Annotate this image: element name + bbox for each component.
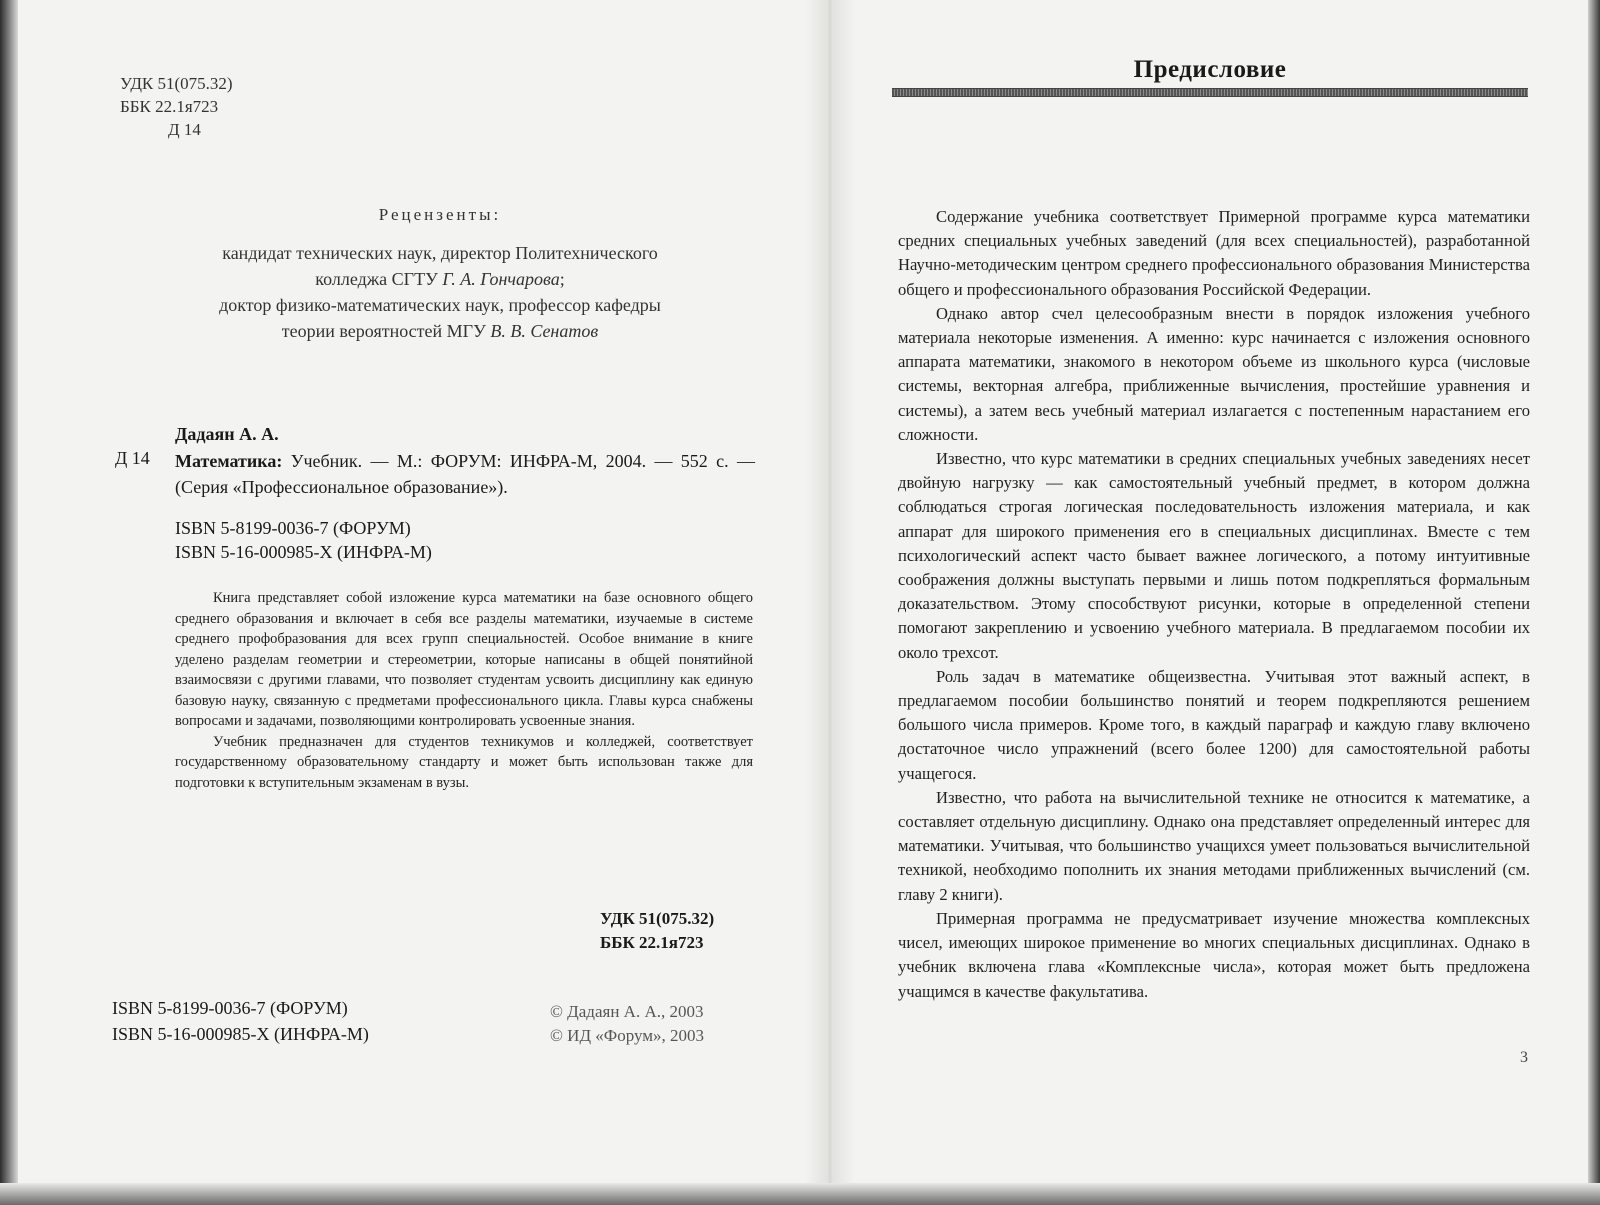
preface-paragraph: Известно, что работа на вычислительной технике не относится к математике, а составляет отдельную дисциплину. Однако она представляет определенный интерес для математики. Учитывая, что большинство учащихся умеет пользоваться вычислительной техникой, необходимо пополнить их знания методами приближенных вычислений (см. главу 2 книги). <box>898 787 1530 904</box>
isbn-infra-bottom: ISBN 5-16-000985-X (ИНФРА-М) <box>112 1024 369 1044</box>
reviewer-2-position: доктор физико-математических наук, профессор кафедры <box>219 295 661 315</box>
copyright-author: © Дадаян А. А., 2003 <box>550 1002 704 1021</box>
udk-bbk-bottom <box>600 907 714 955</box>
reviewer-1-org: колледжа СГТУ <box>315 269 443 289</box>
book-title: Математика: <box>175 451 283 471</box>
reviewer-2-line <box>180 318 700 344</box>
bbk-code: ББК 22.1я723 <box>120 97 219 116</box>
reviewers-list <box>180 240 700 344</box>
reviewer-1-name: Г. А. Гончарова <box>442 269 560 289</box>
annotation-paragraph: Учебник предназначен для студентов техникумов и колледжей, соответствует государственному образовательному стандарту и может быть использован также для подготовки к вступительным экзаменам в вузы. <box>175 733 753 791</box>
reviewer-1-sep: ; <box>559 269 565 289</box>
author-index: Д 14 <box>168 120 201 139</box>
isbn-forum: ISBN 5-8199-0036-7 (ФОРУМ) <box>175 518 411 538</box>
preface-paragraph: Известно, что курс математики в средних специальных учебных заведениях несет двойную нагрузку — как самостоятельный учебный предмет, в котором должна соблюдаться строгая логическая последовательность изложения материала, и как аппарат для широкого применения его в специальных дисциплинах. Вместе с тем психологический аспект часто бывает важнее логического, а потому интуитивные соображения должны выступать первыми и лишь потом подкрепляться формальным доказательством. Этому способствуют рисунки, которые в определенной степени помогают закреплению и усвоению учебного материала. В предлагаемом пособии их около трехсот. <box>898 449 1530 662</box>
annotation <box>175 588 753 793</box>
copyright-block <box>550 1000 704 1048</box>
udk-bbk-top <box>120 72 233 141</box>
isbn-list <box>175 516 432 564</box>
bibliographic-record <box>175 448 755 500</box>
isbn-forum-bottom: ISBN 5-8199-0036-7 (ФОРУМ) <box>112 998 348 1018</box>
preface-paragraph: Однако автор счел целесообразным внести в порядок изложения учебного материала некоторые изменения. А именно: курс начинается с изложения основного аппарата математики, знакомого в некотором объеме из школьного курса (числовые системы, векторная алгебра, приближенные вычисления, простейшие уравнения и системы), а затем весь учебный материал излагается с постепенным нарастанием его сложности. <box>898 303 1530 444</box>
preface-paragraph: Роль задач в математике общеизвестна. Учитывая этот важный аспект, в предлагаемом пособии большинство понятий и теорем подкрепляются решением большого числа примеров. Кроме того, в каждый параграф и каждую главу включено достаточное число упражнений (всего более 1200) для самостоятельной работы учащегося. <box>898 666 1530 783</box>
author-name: Дадаян А. А. <box>175 424 279 444</box>
preface-title: Предисловие <box>1133 56 1287 83</box>
page-number: 3 <box>1520 1049 1528 1066</box>
title-rule <box>892 88 1528 97</box>
copyright-publisher: © ИД «Форум», 2003 <box>550 1026 705 1045</box>
margin-index: Д 14 <box>115 448 150 468</box>
udk-code-bottom: УДК 51(075.32) <box>600 909 715 928</box>
reviewer-1-line <box>180 266 700 292</box>
book-edge-left <box>0 0 18 1205</box>
book-gutter <box>805 0 855 1205</box>
bbk-code-bottom: ББК 22.1я723 <box>600 933 704 952</box>
isbn-list-bottom <box>112 995 369 1047</box>
book-edge-bottom <box>0 1183 1600 1205</box>
reviewer-2-name: В. В. Сенатов <box>490 321 599 341</box>
book-edge-right <box>1588 0 1600 1205</box>
isbn-infra: ISBN 5-16-000985-X (ИНФРА-М) <box>175 542 432 562</box>
reviewers-heading: Рецензенты: <box>378 205 502 224</box>
reviewer-2-org: теории вероятностей МГУ <box>281 321 491 341</box>
bib-details: Учебник. — М.: ФОРУМ: ИНФРА-М, 2004. — 552 с. — (Серия «Профессиональное образование»). <box>175 451 755 497</box>
udk-code: УДК 51(075.32) <box>120 74 233 93</box>
reviewer-1-position: кандидат технических наук, директор Политехнического <box>222 243 658 263</box>
preface-paragraph: Содержание учебника соответствует Примерной программе курса математики средних специальных учебных заведений (для всех специальностей), разработанной Научно-методическим центром среднего профессионального образования Министерства общего и профессионального образования Российской Федерации. <box>898 207 1530 299</box>
preface-paragraph: Примерная программа не предусматривает изучение множества комплексных чисел, имеющих широкое применение во многих специальных дисциплинах. Однако в учебник включена глава «Комплексные числа», которая может быть предложена учащимся в качестве факультатива. <box>898 908 1530 1001</box>
preface-text <box>898 205 1530 1004</box>
annotation-paragraph: Книга представляет собой изложение курса математики на базе основного общего среднего образования и включает в себя все разделы математики, изучаемые в системе среднего профобразования для всех групп специальностей. Особое внимание в книге уделено разделам геометрии и стереометрии, которые написаны в общей понятийной взаимосвязи с другими главами, что позволяет студентам усвоить дисциплину как единую базовую науку, связанную с предметами профессионального цикла. Главы курса снабжены вопросами и задачами, позволяющими контролировать усвоенные знания. <box>175 590 753 729</box>
